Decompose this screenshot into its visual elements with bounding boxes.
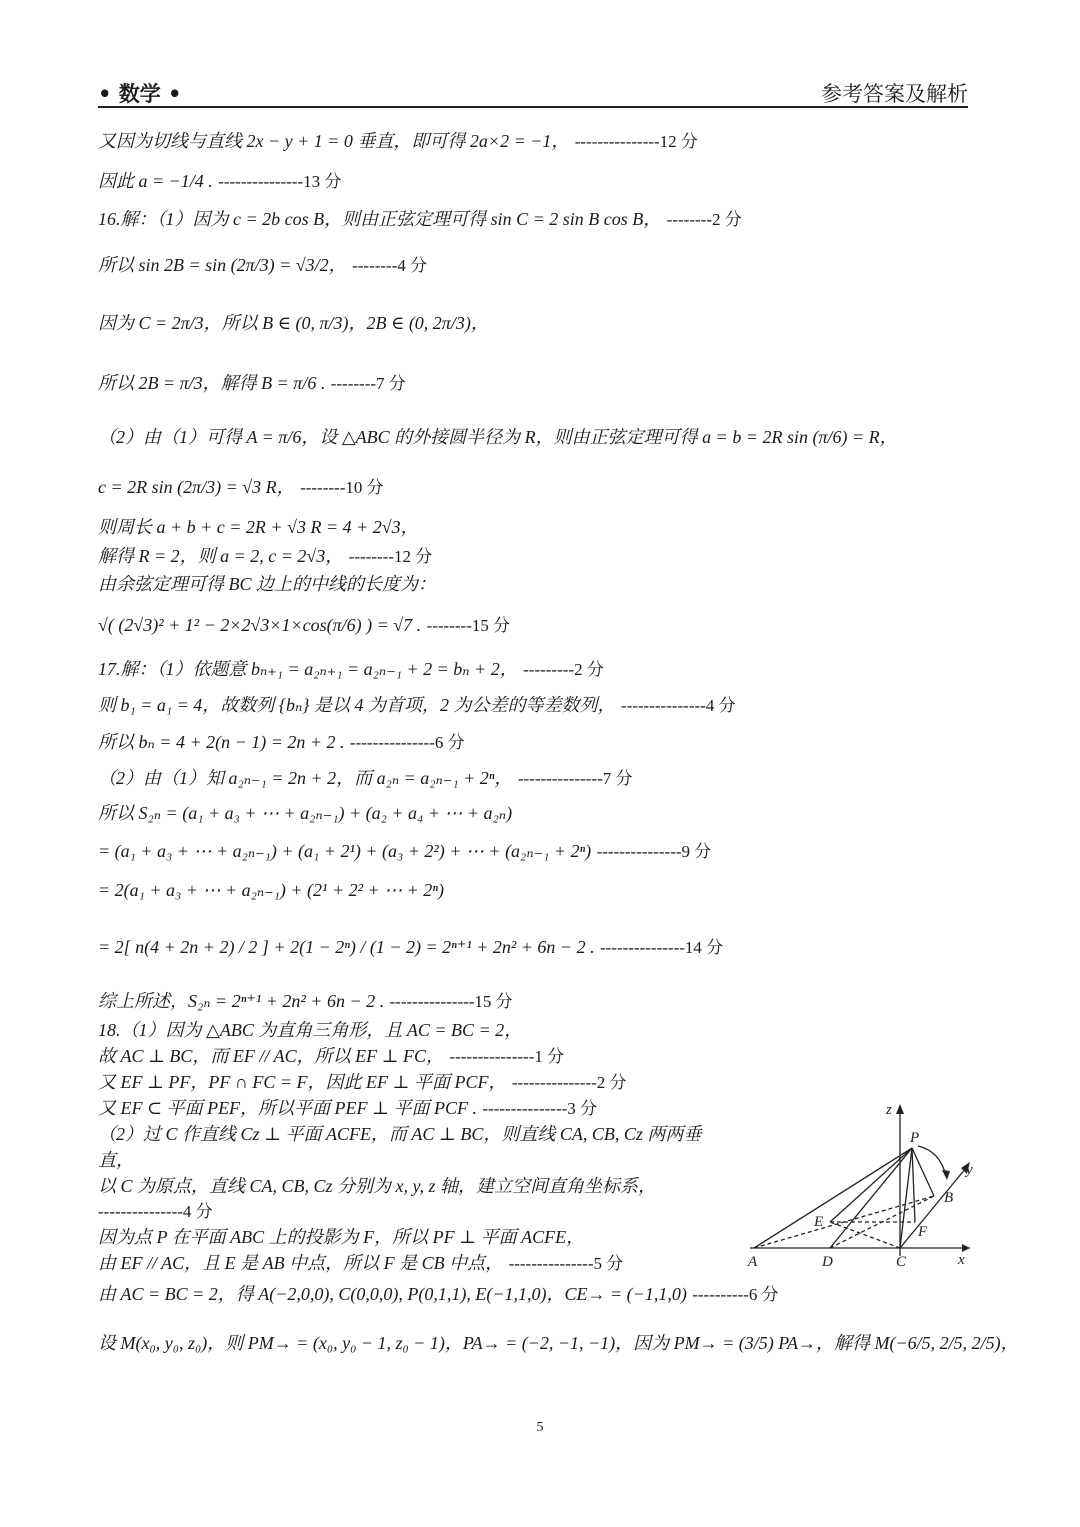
score-marker: --------4 分 [352,256,428,275]
score-marker: --------10 分 [300,478,384,497]
label-C: C [896,1254,907,1270]
solution-line: 又 EF ⊂ 平面 PEF，所以平面 PEF ⊥ 平面 PCF . ---------------3 分 [98,1098,598,1118]
score-marker: ---------------2 分 [511,1073,627,1092]
solution-line: 解得 R = 2，则 a = 2, c = 2√3， --------12 分 [98,546,433,566]
score-marker: ---------------9 分 [596,842,712,861]
page-header [98,76,968,108]
solution-line: 直， [98,1150,134,1170]
solution-line [98,1200,213,1223]
label-x: x [958,1252,965,1268]
solution-line: 因为 C = 2π/3，所以 B ∈ (0, π/3)，2B ∈ (0, 2π/3)， [98,313,489,333]
solution-line: （2）过 C 作直线 Cz ⊥ 平面 ACFE，而 AC ⊥ BC，则直线 CA, CB, Cz 两两垂 [98,1124,702,1144]
score-marker: ---------2 分 [523,660,604,679]
score-marker: --------2 分 [666,210,742,229]
edge-PF [912,1148,915,1222]
score-marker: --------15 分 [426,616,511,635]
solution-line: √( (2√3)² + 1² − 2×2√3×1×cos(π/6) ) = √7 . --------15 分 [98,615,511,635]
solution-line: 所以 sin 2B = sin (2π/3) = √3/2， --------4 分 [98,255,428,275]
score-marker: ---------------7 分 [517,769,633,788]
score-marker: ---------------5 分 [508,1254,624,1273]
solution-line: 所以 2B = π/3，解得 B = π/6 . --------7 分 [98,373,406,393]
score-marker: ---------------12 分 [574,132,698,151]
solution-line: 因为点 P 在平面 ABC 上的投影为 F，所以 PF ⊥ 平面 ACFE， [98,1227,585,1247]
solution-line: = 2(a₁ + a₃ + ⋯ + a₂ₙ₋₁) + (2¹ + 2² + ⋯ + 2ⁿ) [98,880,444,900]
solution-line: 又因为切线与直线 2x − y + 1 = 0 垂直，即可得 2a×2 = −1， ---------------12 分 [98,131,698,151]
x-axis-arrow [962,1244,970,1252]
solution-line: 由 EF // AC，且 E 是 AB 中点，所以 F 是 CB 中点， ---------------5 分 [98,1253,624,1273]
z-axis-arrow [896,1104,904,1114]
solution-line: = (a₁ + a₃ + ⋯ + a₂ₙ₋₁) + (a₁ + 2¹) + (a₃ + 2²) + ⋯ + (a₂ₙ₋₁ + 2ⁿ) ---------------9 分 [98,841,712,861]
score-marker: ---------------4 分 [620,696,736,715]
problem-16-start: 16.解：（1）因为 c = 2b cos B，则由正弦定理可得 sin C = 2 sin B cos B， --------2 分 [98,209,742,229]
score-marker: --------7 分 [330,374,406,393]
solution-line: 所以 bₙ = 4 + 2(n − 1) = 2n + 2 . ---------------6 分 [98,732,465,752]
solution-line: 综上所述，S₂ₙ = 2ⁿ⁺¹ + 2n² + 6n − 2 . ---------------15 分 [98,991,513,1011]
problem-17-start: 17.解：（1）依题意 bₙ₊₁ = a₂ₙ₊₁ = a₂ₙ₋₁ + 2 = bₙ + 2， ---------2 分 [98,659,604,679]
solution-line: 由 AC = BC = 2，得 A(−2,0,0), C(0,0,0), P(0,1,1), E(−1,1,0)，CE→ = (−1,1,0) ----------6 分 [98,1284,779,1304]
label-A: A [748,1254,758,1270]
solution-line: 则周长 a + b + c = 2R + √3 R = 4 + 2√3， [98,517,419,537]
label-B: B [944,1190,954,1206]
solution-line: 则 b₁ = a₁ = 4，故数列 {bₙ} 是以 4 为首项，2 为公差的等差数列， ---------------4 分 [98,695,736,715]
score-marker: --------12 分 [348,547,433,566]
rotation-arrow-head [942,1170,950,1180]
solution-line: 设 M(x₀, y₀, z₀)，则 PM→ = (x₀, y₀ − 1, z₀ − 1)，PA→ = (−2, −1, −1)，因为 PM→ = (3/5) PA→，解得 M(−6/5, 2/5, 2/5)， [98,1333,1019,1353]
edge-PC [900,1148,912,1248]
label-D: D [822,1254,833,1270]
edge-PB [912,1148,934,1196]
solution-line: 由余弦定理可得 BC 边上的中线的长度为： [98,574,436,594]
score-marker: ---------------1 分 [449,1047,565,1066]
score-marker: ---------------14 分 [599,938,724,957]
geometry-diagram [740,1096,980,1271]
score-marker: ---------------3 分 [482,1099,598,1118]
score-marker: ---------------15 分 [389,992,513,1011]
solution-line: = 2[ n(4 + 2n + 2) / 2 ] + 2(1 − 2ⁿ) / (1 − 2) = 2ⁿ⁺¹ + 2n² + 6n − 2 . ---------------14 分 [98,937,724,957]
label-E: E [814,1214,824,1230]
y-axis [900,1168,966,1248]
edge-PA [754,1148,912,1248]
solution-line: 以 C 为原点，直线 CA, CB, Cz 分别为 x, y, z 轴，建立空间直角坐标系， [98,1176,657,1196]
score-marker: ----------6 分 [692,1285,779,1304]
score-marker: ---------------6 分 [349,733,465,752]
solution-line: 因此 a = −1/4 . ---------------13 分 [98,171,342,191]
score-marker: ---------------13 分 [218,172,342,191]
label-P: P [910,1130,920,1146]
solution-line: （2）由（1）知 a₂ₙ₋₁ = 2n + 2，而 a₂ₙ = a₂ₙ₋₁ + 2ⁿ， ---------------7 分 [98,768,633,788]
solution-line: 所以 S₂ₙ = (a₁ + a₃ + ⋯ + a₂ₙ₋₁) + (a₂ + a₄ + ⋯ + a₂ₙ) [98,803,513,823]
header-title: 参考答案及解析 [821,82,968,106]
solution-line: （2）由（1）可得 A = π/6，设 △ABC 的外接圆半径为 R，则由正弦定理可得 a = b = 2R sin (π/6) = R， [98,427,898,447]
page-number: 5 [536,1420,544,1435]
solution-line: c = 2R sin (2π/3) = √3 R， --------10 分 [98,477,384,497]
score-marker: ---------------4 分 [98,1202,213,1221]
problem-18-start: 18.（1）因为 △ABC 为直角三角形，且 AC = BC = 2， [98,1020,523,1040]
label-y: y [966,1162,973,1178]
header-subject: • 数学 • [98,81,182,106]
solution-line: 又 EF ⊥ PF，PF ∩ FC = F，因此 EF ⊥ 平面 PCF， ---------------2 分 [98,1072,627,1092]
label-z: z [886,1102,892,1118]
label-F: F [918,1224,928,1240]
solution-line: 故 AC ⊥ BC，而 EF // AC，所以 EF ⊥ FC， ---------------1 分 [98,1046,565,1066]
